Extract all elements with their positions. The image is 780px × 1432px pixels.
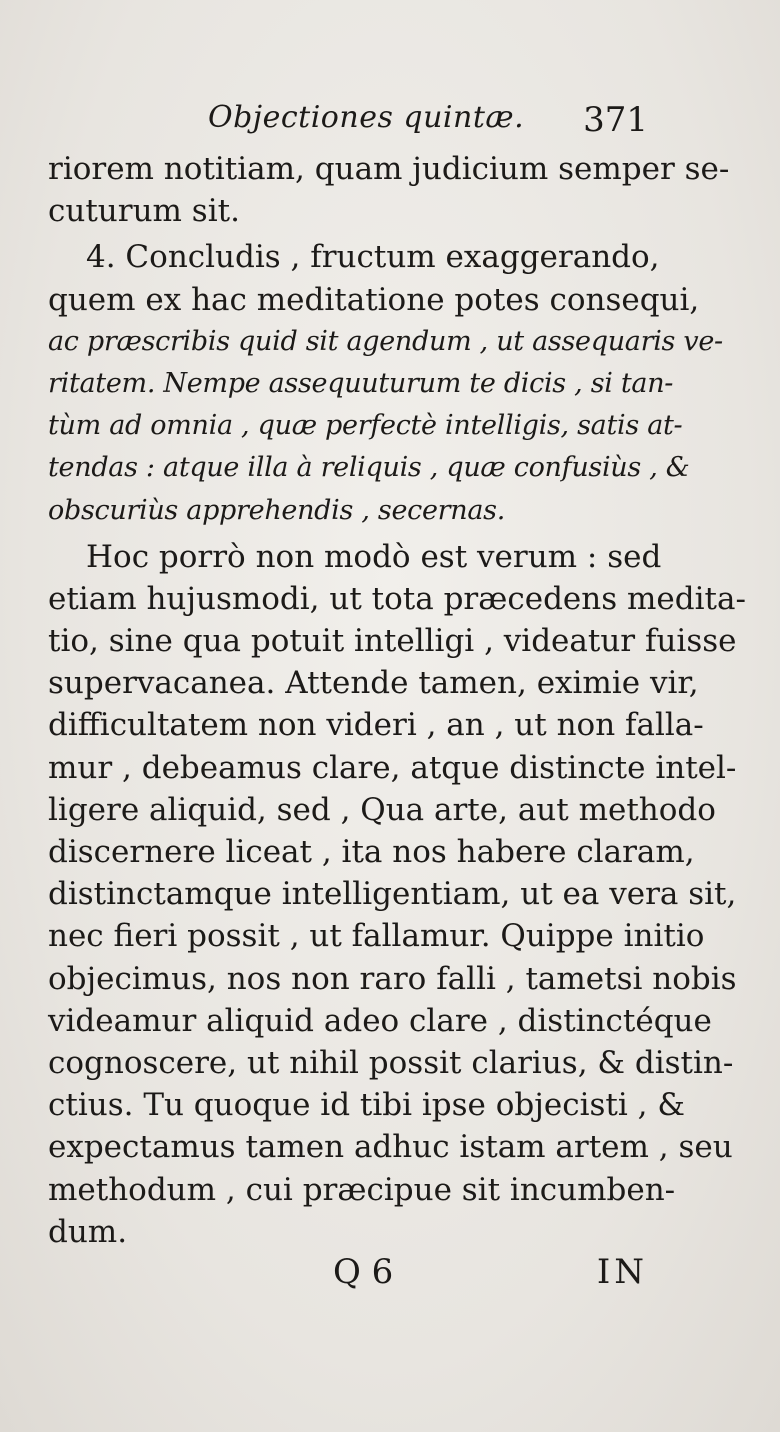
text-line: etiam hujusmodi, ut tota præcedens medita- <box>48 580 746 617</box>
text-line: tendas : atque illa à reliquis , quæ confusiùs , & <box>48 452 690 484</box>
text-line: methodum , cui præcipue sit incumben- <box>48 1171 676 1208</box>
text-line: cuturum sit. <box>48 193 240 230</box>
text-line: objecimus, nos non raro falli , tametsi nobis <box>48 960 737 997</box>
text-line: distinctamque intelligentiam, ut ea vera sit, <box>48 876 737 913</box>
text-line: dum. <box>48 1213 128 1250</box>
text-line: cognoscere, ut nihil possit clarius, & distin- <box>48 1044 734 1081</box>
text-line: obscuriùs apprehendis , secernas. <box>48 494 505 526</box>
text-line: riorem notitiam, quam judicium semper se- <box>48 151 730 187</box>
text-line: supervacanea. Attende tamen, eximie vir, <box>48 665 699 702</box>
text-line: difficultatem non videri , an , ut non falla- <box>48 707 704 744</box>
running-head: Objectiones quintæ. <box>208 100 525 135</box>
text-line: tùm ad omnia , quæ perfectè intelligis, satis at- <box>48 410 683 442</box>
text-line: ctius. Tu quoque id tibi ipse objecisti , & <box>48 1087 685 1124</box>
page-number: 371 <box>583 100 648 140</box>
text-line: ligere aliquid, sed , Qua arte, aut methodo <box>48 791 716 828</box>
text-line: ac præscribis quid sit agendum , ut assequaris ve- <box>48 325 723 357</box>
text-line: ritatem. Nempe assequuturum te dicis , si tan- <box>48 367 674 399</box>
catchword: IN <box>596 1252 648 1292</box>
page-footer <box>48 1252 648 1302</box>
text-line: videamur aliquid adeo clare , distinctéque <box>48 1002 712 1039</box>
text-line: discernere liceat , ita nos habere claram, <box>48 834 695 870</box>
text-line: expectamus tamen adhuc istam artem , seu <box>48 1129 733 1166</box>
text-line: nec fieri possit , ut fallamur. Quippe initio <box>48 918 705 955</box>
signature-mark: Q 6 <box>333 1252 394 1292</box>
page-header <box>48 100 648 150</box>
text-line: tio, sine qua potuit intelligi , videatur fuisse <box>48 623 737 660</box>
body-text <box>48 148 746 1253</box>
text-line: quem ex hac meditatione potes consequi, <box>48 281 700 318</box>
text-line: mur , debeamus clare, atque distincte intel- <box>48 749 737 786</box>
paragraph-start-line: Hoc porrò non modò est verum : sed <box>86 538 662 575</box>
paragraph-start-line: 4. Concludis , fructum exaggerando, <box>86 239 660 276</box>
